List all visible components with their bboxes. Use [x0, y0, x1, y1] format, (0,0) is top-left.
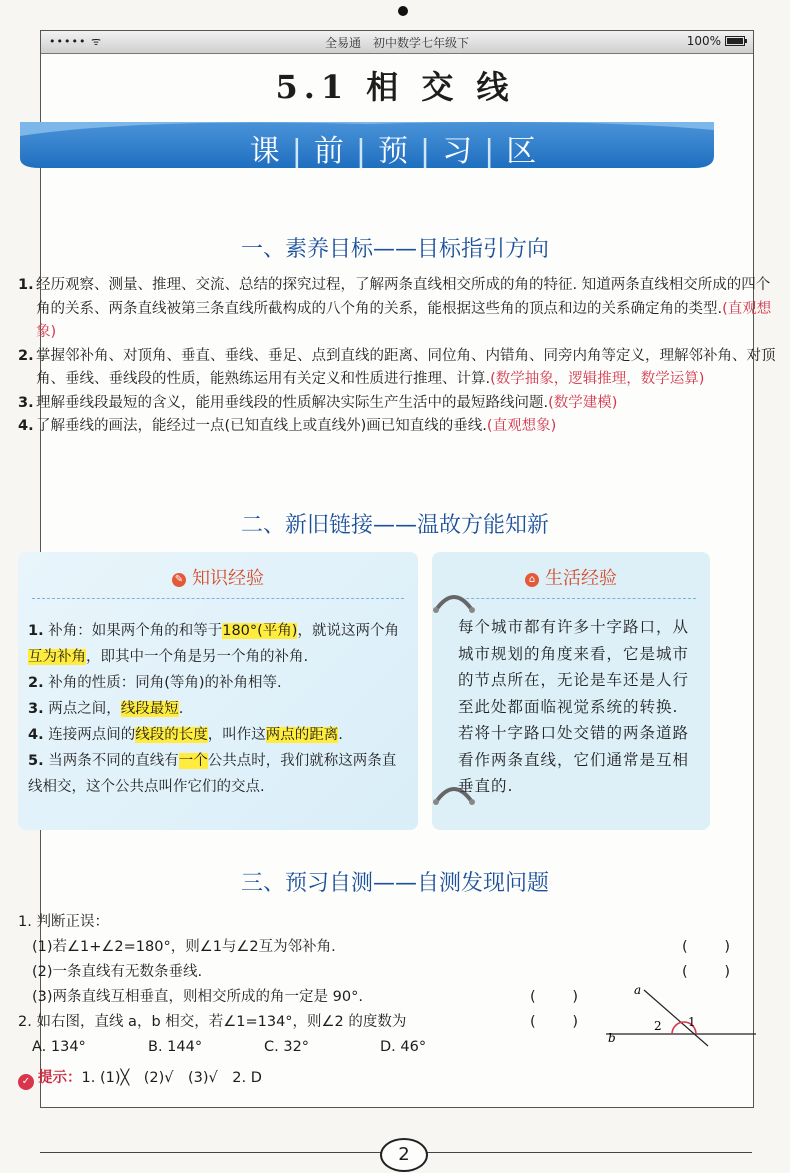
quiz-question: 1. 判断正误： [18, 914, 109, 930]
goals-list [18, 274, 776, 439]
section-title: 5.1 相 交 线 [275, 68, 515, 106]
banner-char: 预 [378, 134, 412, 169]
knowledge-title: ✎ 知识经验 [18, 564, 418, 590]
page-number: 2 [380, 1138, 428, 1172]
life-title: ⌂ 生活经验 [432, 564, 710, 590]
binding-hole [398, 6, 408, 16]
answer-blank: ( ) [530, 989, 578, 1005]
goal-item: 3. 理解垂线段最短的含义，能用垂线段的性质解决实际生产生活中的最短路线问题.(数学建模) [18, 394, 618, 411]
label-1: 1 [688, 1015, 696, 1029]
intersecting-lines-figure [588, 978, 760, 1048]
signal-indicator: ••••• ᯤ [49, 35, 102, 48]
option-c: C. 32° [264, 1039, 310, 1055]
banner-char: 习 [442, 134, 477, 169]
hint-label: 提示： [38, 1070, 82, 1086]
label-2: 2 [654, 1019, 662, 1033]
option-b: B. 144° [148, 1039, 203, 1055]
divider [446, 598, 696, 599]
quiz-statement: (3)两条直线互相垂直，则相交所成的角一定是 90°. ( ) [18, 985, 718, 1010]
lock-icon: ✓ [18, 1074, 34, 1090]
answer-blank: ( ) [682, 964, 730, 980]
banner-char: 区 [506, 134, 541, 169]
book-title: 全易通 初中数学七年级下 [324, 36, 469, 50]
option-a: A. 134° [32, 1039, 86, 1055]
goal-item: 1. 经历观察、测量、推理、交流、总结的探究过程，了解两条直线相交所成的角的特征. 知道两条直线相交所成的四个角的关系、两条直线被第三条直线所截构成的八个角的关系，能根据这些角的顶点和边的关系确定角的类型.(直观想象) [18, 277, 772, 340]
label-a: a [634, 983, 642, 997]
knowledge-item: 4. 连接两点间的线段的长度，叫作这两点的距离. [28, 727, 343, 743]
answer-blank: ( ) [682, 939, 730, 955]
banner-char: 课 [249, 134, 284, 169]
knowledge-item: 1. 补角：如果两个角的和等于180°(平角)，就说这两个角互为补角，即其中一个角是另一个角的补角. [28, 623, 399, 665]
battery-status [687, 34, 745, 48]
quiz-statement: (2)一条直线有无数条垂线. ( ) [18, 960, 718, 985]
life-text: 每个城市都有许多十字路口，从城市规划的角度来看，它是城市的节点所在，无论是车还是人行至此处都面临视觉系统的转换. 若将十字路口处交错的两条道路看作两条直线，它们通常是互相垂直的. [458, 618, 690, 795]
hint-text: 1. (1)╳ (2)√ (3)√ 2. D [81, 1070, 262, 1086]
line-a [644, 990, 708, 1046]
answer-blank: ( ) [530, 1014, 578, 1030]
house-icon: ⌂ [525, 573, 539, 587]
binder-ring-icon [428, 588, 480, 614]
banner-label: 课 | 前 | 预 | 习 | 区 [0, 126, 790, 170]
hint-line [18, 1066, 262, 1090]
status-bar [41, 31, 753, 54]
goal-item: 2. 掌握邻补角、对顶角、垂直、垂线、垂足、点到直线的距离、同位角、内错角、同旁内角等定义，理解邻补角、对顶角、垂线、垂线段的性质，能熟练运用有关定义和性质进行推理、计算.(数学抽象，逻辑推理，数学运算) [18, 347, 776, 387]
mortarboard-icon: ✎ [172, 573, 186, 587]
quiz-statement: (1)若∠1+∠2=180°，则∠1与∠2互为邻补角. ( ) [18, 935, 718, 960]
heading-links: 二、新旧链接——温故方能知新 [240, 513, 549, 538]
heading-goals: 一、素养目标——目标指引方向 [240, 237, 549, 262]
goal-item: 4. 了解垂线的画法，能经过一点(已知直线上或直线外)画已知直线的垂线.(直观想象) [18, 418, 557, 434]
quiz-question: 2. 如右图，直线 a，b 相交，若∠1=134°，则∠2 的度数为 ( ) [18, 1010, 718, 1035]
heading-selftest: 三、预习自测——自测发现问题 [240, 871, 549, 896]
banner-char: 前 [313, 134, 348, 169]
battery-icon [725, 36, 745, 46]
knowledge-item: 5. 当两条不同的直线有一个公共点时，我们就称这两条直线相交，这个公共点叫作它们的交点. [28, 753, 397, 795]
option-d: D. 46° [380, 1039, 427, 1055]
divider [32, 598, 404, 599]
label-b: b [608, 1031, 616, 1045]
knowledge-item: 3. 两点之间，线段最短. [28, 701, 184, 717]
battery-percent: 100% [686, 34, 721, 48]
knowledge-list [28, 618, 400, 800]
knowledge-item: 2. 补角的性质：同角(等角)的补角相等. [28, 675, 282, 691]
